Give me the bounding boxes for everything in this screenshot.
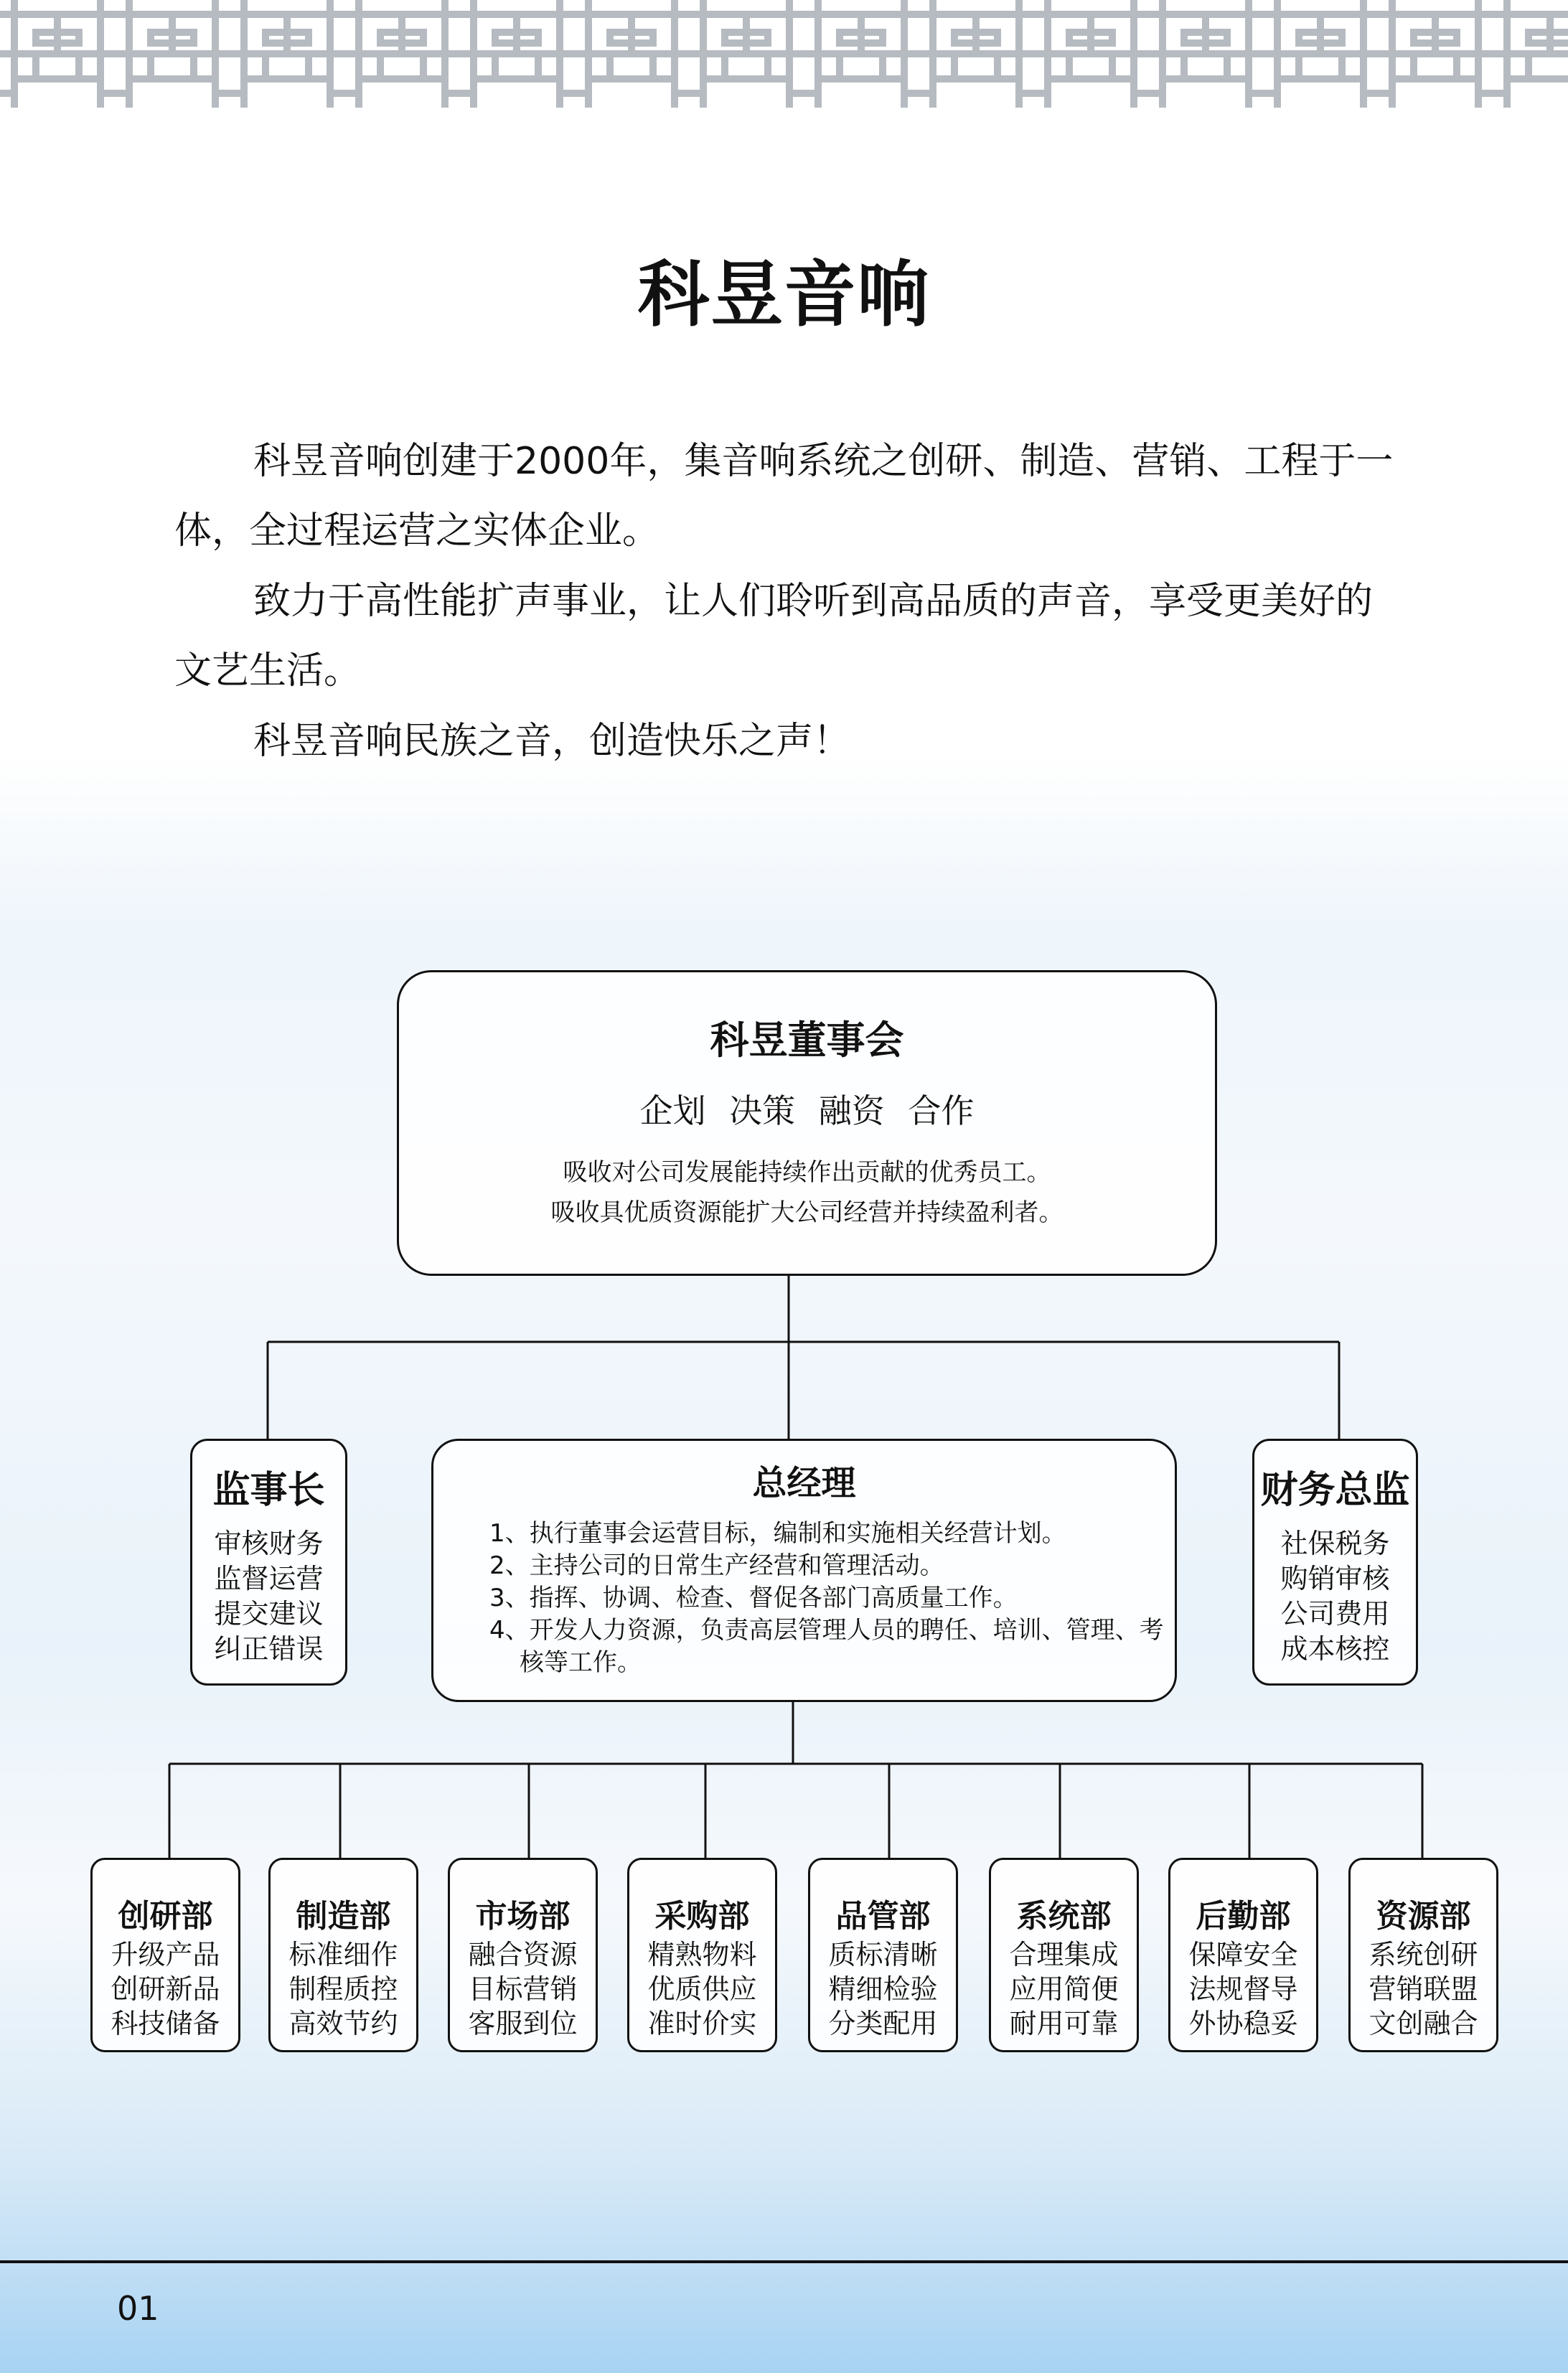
intro-paragraph-1: 科昱音响创建于2000年，集音响系统之创研、制造、营销、工程于一体，全过程运营之实体企业。 bbox=[174, 440, 1394, 553]
finance-director-box bbox=[1252, 1439, 1418, 1686]
department-duty: 精细检验 bbox=[828, 1973, 938, 2005]
department-duty: 目标营销 bbox=[468, 1973, 578, 2005]
gm-duty-item: 3、指挥、协调、检查、督促各部门高质量工作。 bbox=[489, 1584, 1018, 1612]
department-title: 后勤部 bbox=[1196, 1898, 1291, 1935]
finance-duty: 公司费用 bbox=[1280, 1598, 1390, 1630]
gm-duty-item: 4、开发人力资源，负责高层管理人员的聘任、培训、管理、考核等工作。 bbox=[489, 1616, 1164, 1677]
department-duty: 准时价实 bbox=[647, 2008, 757, 2039]
department-duty: 法规督导 bbox=[1188, 1973, 1298, 2005]
department-duty: 应用简便 bbox=[1009, 1973, 1119, 2005]
board-desc-line: 吸收对公司发展能持续作出贡献的优秀员工。 bbox=[563, 1158, 1051, 1187]
department-duty: 创研新品 bbox=[111, 1973, 220, 2005]
department-title: 品管部 bbox=[835, 1898, 931, 1935]
finance-duty: 成本核控 bbox=[1280, 1633, 1390, 1665]
department-title: 系统部 bbox=[1016, 1898, 1112, 1935]
page-number: 01 bbox=[117, 2289, 159, 2328]
general-manager-box bbox=[431, 1439, 1177, 1702]
department-duty: 优质供应 bbox=[647, 1973, 757, 2005]
department-box-resources bbox=[1348, 1858, 1498, 2052]
department-duty: 保障安全 bbox=[1188, 1939, 1298, 1970]
intro-paragraph-2: 致力于高性能扩声事业，让人们聆听到高品质的声音，享受更美好的文艺生活。 bbox=[174, 580, 1374, 692]
department-duty: 升级产品 bbox=[111, 1939, 220, 1970]
department-duty: 精熟物料 bbox=[647, 1939, 757, 1970]
board-of-directors-box bbox=[397, 970, 1217, 1276]
department-duty: 分类配用 bbox=[828, 2008, 938, 2039]
department-duty: 科技储备 bbox=[111, 2008, 220, 2039]
department-duty: 合理集成 bbox=[1009, 1939, 1119, 1970]
finance-title: 财务总监 bbox=[1260, 1469, 1410, 1512]
department-box-manufacturing bbox=[268, 1858, 418, 2052]
department-box-rnd bbox=[90, 1858, 240, 2052]
gm-duty-item: 2、主持公司的日常生产经营和管理活动。 bbox=[489, 1551, 944, 1580]
department-box-systems bbox=[989, 1858, 1139, 2052]
department-title: 采购部 bbox=[654, 1898, 750, 1935]
department-box-quality bbox=[808, 1858, 958, 2052]
page-title: 科昱音响 bbox=[637, 253, 931, 337]
board-title: 科昱董事会 bbox=[710, 1018, 904, 1063]
department-duty: 文创融合 bbox=[1369, 2008, 1478, 2039]
supervisor-title: 监事长 bbox=[212, 1469, 325, 1512]
department-duty: 标准细作 bbox=[288, 1939, 398, 1970]
department-duty: 客服到位 bbox=[468, 2008, 578, 2039]
board-functions: 企划 决策 融资 合作 bbox=[639, 1091, 975, 1130]
intro-paragraph-3: 科昱音响民族之音，创造快乐之声！ bbox=[253, 720, 851, 763]
supervisor-duty: 提交建议 bbox=[214, 1598, 324, 1630]
department-duty: 营销联盟 bbox=[1369, 1973, 1478, 2005]
department-box-purchasing bbox=[627, 1858, 777, 2052]
department-duty: 系统创研 bbox=[1369, 1939, 1478, 1970]
gm-title: 总经理 bbox=[752, 1463, 856, 1503]
department-duty: 制程质控 bbox=[288, 1973, 398, 2005]
finance-duty: 购销审核 bbox=[1280, 1563, 1390, 1594]
supervisor-box bbox=[190, 1439, 347, 1686]
supervisor-duty: 审核财务 bbox=[214, 1528, 324, 1559]
department-duty: 融合资源 bbox=[468, 1939, 578, 1970]
gm-duty-item: 1、执行董事会运营目标，编制和实施相关经营计划。 bbox=[489, 1519, 1066, 1548]
finance-duty: 社保税务 bbox=[1280, 1528, 1390, 1559]
department-duty: 耐用可靠 bbox=[1009, 2008, 1119, 2039]
supervisor-duty: 监督运营 bbox=[214, 1563, 324, 1594]
department-title: 市场部 bbox=[475, 1898, 571, 1935]
department-box-logistics bbox=[1168, 1858, 1318, 2052]
supervisor-duty: 纠正错误 bbox=[214, 1633, 324, 1665]
footer-divider bbox=[0, 2260, 1568, 2263]
department-title: 创研部 bbox=[118, 1898, 213, 1935]
department-duty: 质标清晰 bbox=[828, 1939, 938, 1970]
department-title: 资源部 bbox=[1376, 1898, 1471, 1935]
department-title: 制造部 bbox=[296, 1898, 391, 1935]
gm-duty-list bbox=[489, 1518, 1175, 1679]
department-duty: 高效节约 bbox=[288, 2008, 398, 2039]
department-duty: 外协稳妥 bbox=[1188, 2008, 1298, 2039]
department-box-marketing bbox=[448, 1858, 598, 2052]
board-desc-line: 吸收具优质资源能扩大公司经营并持续盈利者。 bbox=[550, 1198, 1064, 1227]
